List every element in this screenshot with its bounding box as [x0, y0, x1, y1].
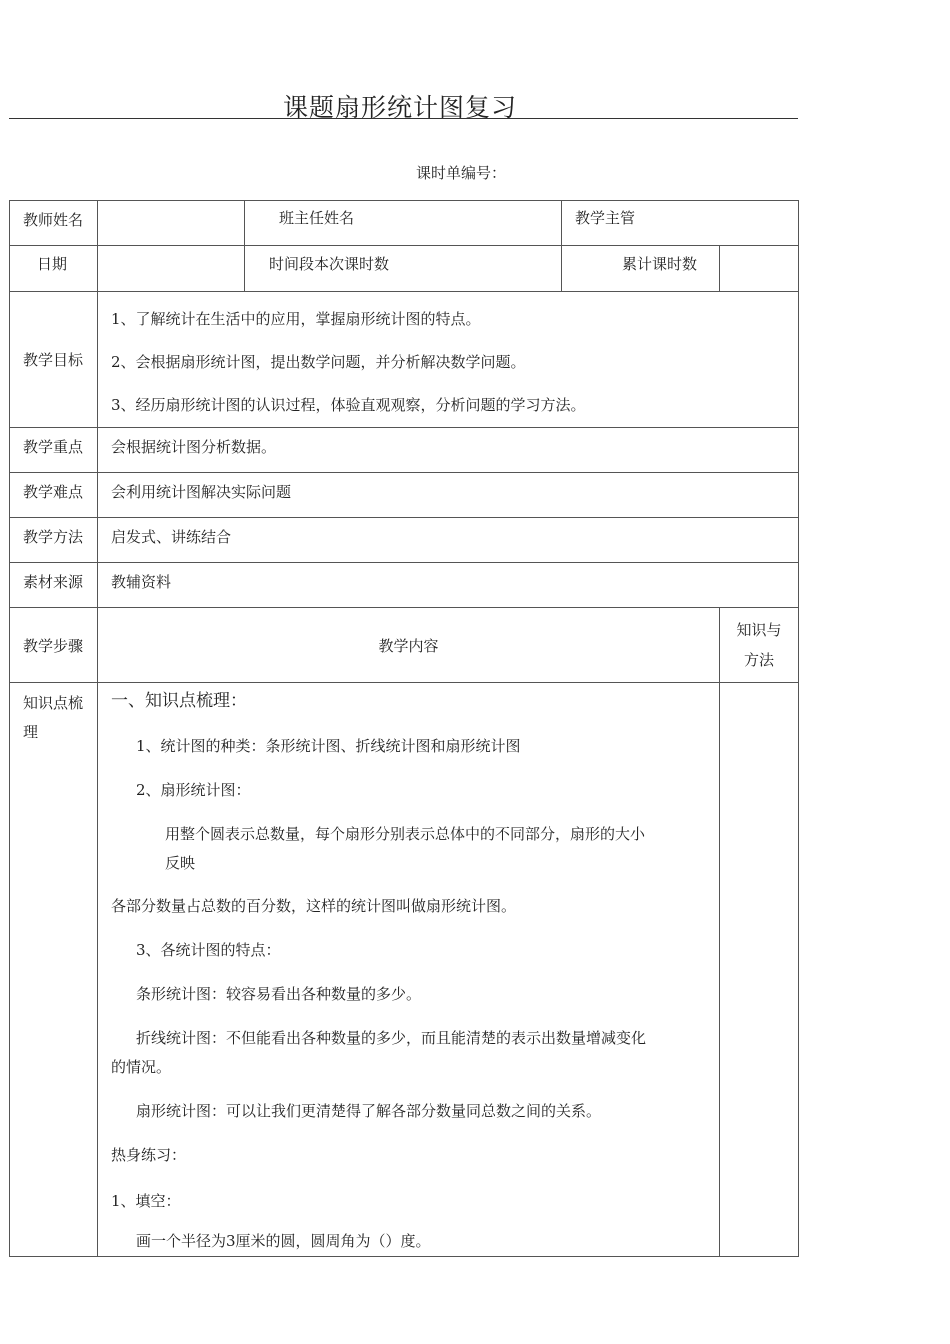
- cumulative-hours-label: 累计课时数: [562, 246, 720, 292]
- period-count-label: 时间段本次课时数: [245, 246, 562, 292]
- page-title: 课题扇形统计图复习: [282, 93, 517, 122]
- key-point-label: 教学重点: [10, 428, 98, 473]
- lesson-plan-table: [9, 200, 799, 1257]
- content-header: 教学内容: [98, 608, 720, 683]
- content-item: 3、各统计图的特点：: [136, 941, 281, 959]
- cumulative-hours-value[interactable]: [720, 246, 799, 292]
- content-item: 的情况。: [111, 1058, 172, 1076]
- content-item: 用整个圆表示总数量，每个扇形分别表示总体中的不同部分，扇形的大小: [165, 825, 646, 843]
- lesson-number-label: 课时单编号：: [416, 164, 507, 182]
- knowledge-content: [98, 683, 720, 1257]
- goal-item: 3、经历扇形统计图的认识过程，体验直观观察，分析问题的学习方法。: [111, 396, 586, 414]
- class-teacher-name-label: 班主任姓名: [245, 201, 562, 246]
- goal-item: 1、了解统计在生活中的应用，掌握扇形统计图的特点。: [111, 310, 481, 328]
- knowledge-method-cell[interactable]: [720, 683, 799, 1257]
- content-item: 各部分数量占总数的百分数，这样的统计图叫做扇形统计图。: [111, 897, 517, 915]
- goals-cell: [98, 292, 799, 428]
- knowledge-method-line1: 知识与: [736, 621, 782, 639]
- date-label: 日期: [10, 246, 98, 292]
- content-item: 热身练习：: [111, 1146, 187, 1164]
- source-value: 教辅资料: [98, 563, 799, 608]
- content-item: 反映: [165, 854, 196, 872]
- teacher-name-value[interactable]: [98, 201, 245, 246]
- difficulty-value: 会利用统计图解决实际问题: [98, 473, 799, 518]
- content-item: 1、填空：: [111, 1192, 181, 1210]
- section-heading: 一、知识点梳理：: [111, 691, 247, 711]
- difficulty-label: 教学难点: [10, 473, 98, 518]
- goals-label: 教学目标: [10, 292, 98, 428]
- steps-label: 教学步骤: [10, 608, 98, 683]
- content-item: 扇形统计图：可以让我们更清楚得了解各部分数量同总数之间的关系。: [136, 1102, 602, 1120]
- content-item: 2、扇形统计图：: [136, 781, 251, 799]
- content-item: 折线统计图：不但能看出各种数量的多少，而且能清楚的表示出数量增减变化: [136, 1029, 647, 1047]
- content-item: 画一个半径为3厘米的圆，圆周角为（）度。: [136, 1232, 431, 1250]
- supervisor-label: 教学主管: [562, 201, 799, 246]
- method-value: 启发式、讲练结合: [98, 518, 799, 563]
- title-underline: [9, 118, 798, 119]
- content-item: 1、统计图的种类：条形统计图、折线统计图和扇形统计图: [136, 737, 521, 755]
- goal-item: 2、会根据扇形统计图，提出数学问题，并分析解决数学问题。: [111, 353, 526, 371]
- date-value[interactable]: [98, 246, 245, 292]
- knowledge-label: 知识点梳理: [10, 683, 98, 1257]
- content-item: 条形统计图：较容易看出各种数量的多少。: [136, 985, 422, 1003]
- knowledge-method-header: [720, 608, 799, 683]
- method-label: 教学方法: [10, 518, 98, 563]
- knowledge-method-line2: 方法: [744, 651, 775, 669]
- key-point-value: 会根据统计图分析数据。: [98, 428, 799, 473]
- teacher-name-label: 教师姓名: [10, 201, 98, 246]
- source-label: 素材来源: [10, 563, 98, 608]
